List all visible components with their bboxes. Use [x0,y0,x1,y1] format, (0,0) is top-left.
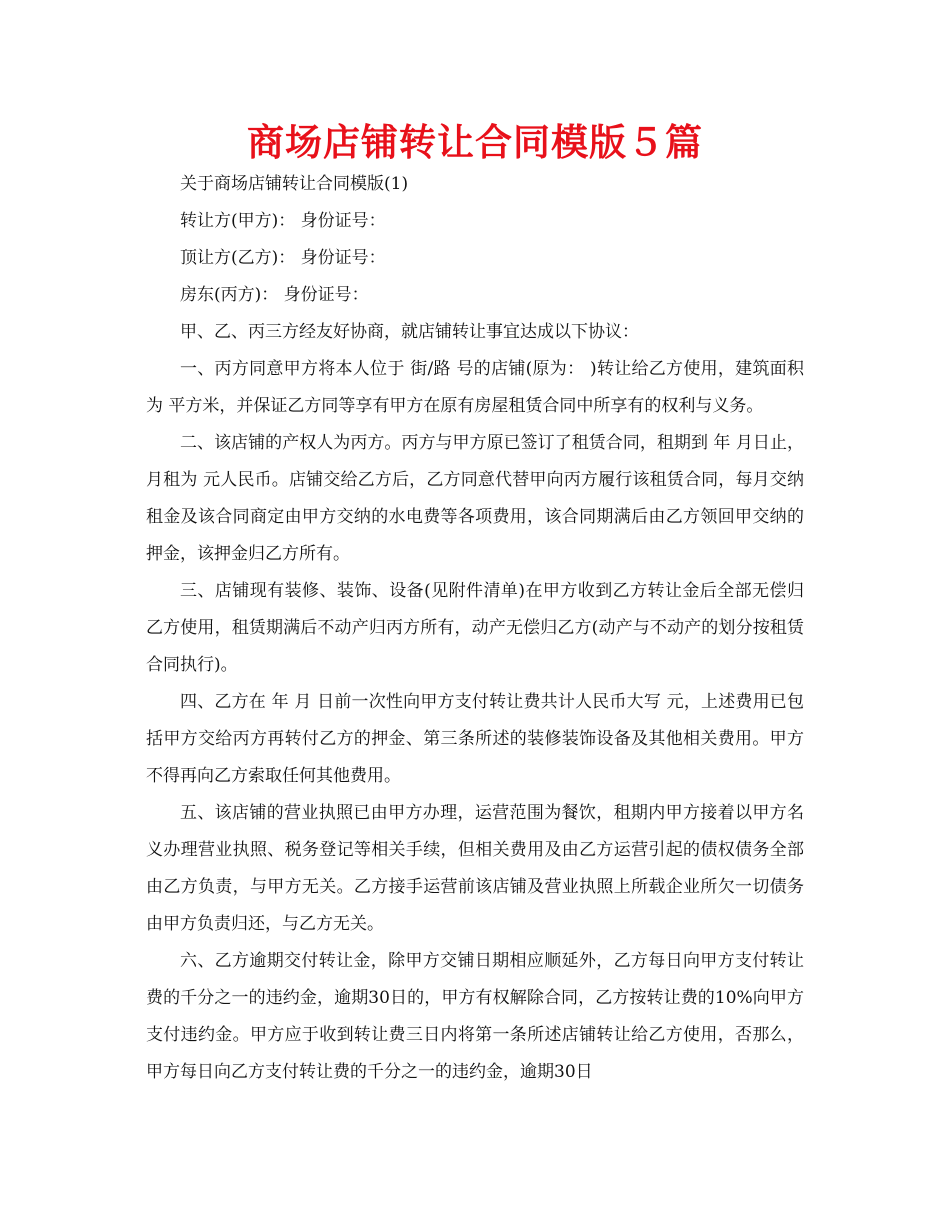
document-title: 商场店铺转让合同模版５篇 [247,121,703,164]
paragraph-clause-4: 四、乙方在 年 月 日前一次性向甲方支付转让费共计人民币大写 元，上述费用已包括甲方交给丙方再转付乙方的押金、第三条所述的装修装饰设备及其他相关费用。甲方不得再向乙方索取任何其他费用。 [146,692,804,786]
paragraph-intro: 关于商场店铺转让合同模版(1) [180,174,409,194]
paragraph-agreement: 甲、乙、丙三方经友好协商，就店铺转让事宜达成以下协议： [180,322,639,342]
paragraph-clause-6: 六、乙方逾期交付转让金，除甲方交铺日期相应顺延外，乙方每日向甲方支付转让费的千分之一的违约金，逾期30日的，甲方有权解除合同，乙方按转让费的10%向甲方支付违约金。甲方应于收到转让费三日内将第一条所述店铺转让给乙方使用，否那么，甲方每日向乙方支付转让费的千分之一的违约金，逾期30日 [146,951,804,1082]
paragraph-transferor: 转让方(甲方)： 身份证号： [180,211,386,231]
paragraph-clause-2: 二、该店铺的产权人为丙方。丙方与甲方原已签订了租赁合同，租期到 年 月日止，月租为 元人民币。店铺交给乙方后，乙方同意代替甲向丙方履行该租赁合同，每月交纳租金及该合同商定由甲方交纳的水电费等各项费用，该合同期满后由乙方领回甲交纳的押金，该押金归乙方所有。 [146,433,804,564]
paragraph-transferee: 顶让方(乙方)： 身份证号： [180,248,386,268]
document-body [146,166,804,1091]
paragraph-clause-5: 五、该店铺的营业执照已由甲方办理，运营范围为餐饮，租期内甲方接着以甲方名义办理营业执照、税务登记等相关手续，但相关费用及由乙方运营引起的债权债务全部由乙方负责，与甲方无关。乙方接手运营前该店铺及营业执照上所载企业所欠一切债务由甲方负责归还，与乙方无关。 [146,803,804,934]
paragraph-landlord: 房东(丙方)： 身份证号： [180,285,369,305]
paragraph-clause-1: 一、丙方同意甲方将本人位于 街/路 号的店铺(原为： )转让给乙方使用，建筑面积为 平方米，并保证乙方同等享有甲方在原有房屋租赁合同中所享有的权利与义务。 [146,359,804,416]
paragraph-clause-3: 三、店铺现有装修、装饰、设备(见附件清单)在甲方收到乙方转让金后全部无偿归乙方使用，租赁期满后不动产归丙方所有，动产无偿归乙方(动产与不动产的划分按租赁合同执行)。 [146,581,804,675]
